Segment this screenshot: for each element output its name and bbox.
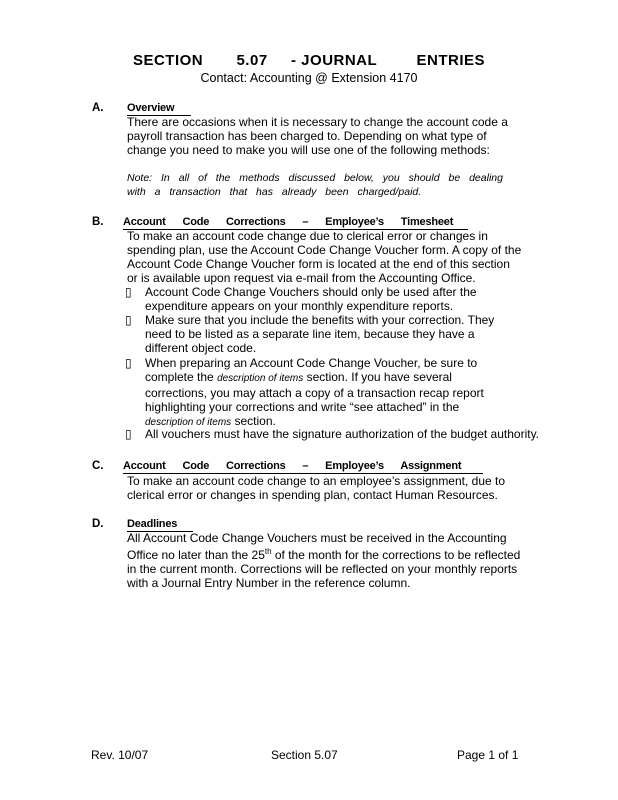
section-b-bullet-2 xyxy=(127,313,517,355)
page-title xyxy=(0,52,618,69)
footer-section: Section 5.07 xyxy=(271,748,338,762)
section-d-superscript: th xyxy=(264,547,272,556)
bullet-icon: ▯ xyxy=(125,356,132,370)
title-number: 5.07 xyxy=(236,52,268,69)
bullet-icon: ▯ xyxy=(125,285,132,299)
section-a-heading: Overview xyxy=(127,102,191,116)
section-d-body xyxy=(127,531,527,590)
title-journal: - JOURNAL xyxy=(291,52,378,69)
section-b-letter: B. xyxy=(92,216,104,228)
bullet-3-text-c: section. xyxy=(234,414,276,428)
bullet-icon: ▯ xyxy=(125,427,132,441)
section-d-body-b: of the month for the corrections to be reflected in the current month. Corrections will be reflected on your monthly reports with a Journal Entry Number in the reference column. xyxy=(127,548,521,590)
bullet-4-text: All vouchers must have the signature authorization of the budget authority. xyxy=(145,427,540,441)
section-d-heading: Deadlines xyxy=(127,518,193,532)
section-a-body: There are occasions when it is necessary to change the account code a payroll transaction has been charged to. Depending on what type of change you need to make you will use one of the following methods: xyxy=(127,115,508,157)
bullet-3-text-b: section. If you have several corrections, you may attach a copy of a transaction recap report highlighting your corrections and write “see attached” in the xyxy=(145,370,484,414)
section-d-letter: D. xyxy=(92,518,104,530)
section-b-bullet-3 xyxy=(127,356,497,430)
section-c-heading: Account Code Corrections – Employee’s Assignment xyxy=(123,460,483,474)
section-a-letter: A. xyxy=(92,102,104,114)
section-b-bullet-1 xyxy=(127,285,497,313)
title-entries: ENTRIES xyxy=(416,52,486,69)
section-a-note: Note: In all of the methods discussed below, you should be dealing with a transaction that has already been charged/paid. xyxy=(127,172,503,198)
contact-line: Contact: Accounting @ Extension 4170 xyxy=(200,71,418,85)
footer-page-number: Page 1 of 1 xyxy=(457,748,519,762)
bullet-3-description-2: description of items xyxy=(145,417,232,428)
bullet-1-text: Account Code Change Vouchers should only be used after the expenditure appears on your monthly expenditure reports. xyxy=(145,285,477,313)
section-b-bullet-4 xyxy=(127,427,557,441)
bullet-3-text-a: When preparing an Account Code Change Voucher, be sure to complete the xyxy=(145,356,478,384)
bullet-2-text: Make sure that you include the benefits with your correction. They need to be listed as a separate line item, because they have a different object code. xyxy=(145,313,495,355)
section-b-body: To make an account code change due to clerical error or changes in spending plan, use the Account Code Change Voucher form. A copy of the Account Code Change Voucher form is located at the end of this section or is available upon request via e-mail from the Accounting Office. xyxy=(127,229,522,285)
bullet-icon: ▯ xyxy=(125,313,132,327)
section-d-body-a: All Account Code Change Vouchers must be received in the Accounting Office no later than the 25 xyxy=(127,531,507,562)
section-c-letter: C. xyxy=(92,460,104,472)
section-c-body: To make an account code change to an employee’s assignment, due to clerical error or changes in spending plan, contact Human Resources. xyxy=(127,474,506,502)
title-section: SECTION xyxy=(132,52,204,69)
footer-revision: Rev. 10/07 xyxy=(91,748,149,762)
section-b-heading: Account Code Corrections – Employee’s Timesheet xyxy=(123,216,468,230)
bullet-3-description-1: description of items xyxy=(217,373,304,384)
